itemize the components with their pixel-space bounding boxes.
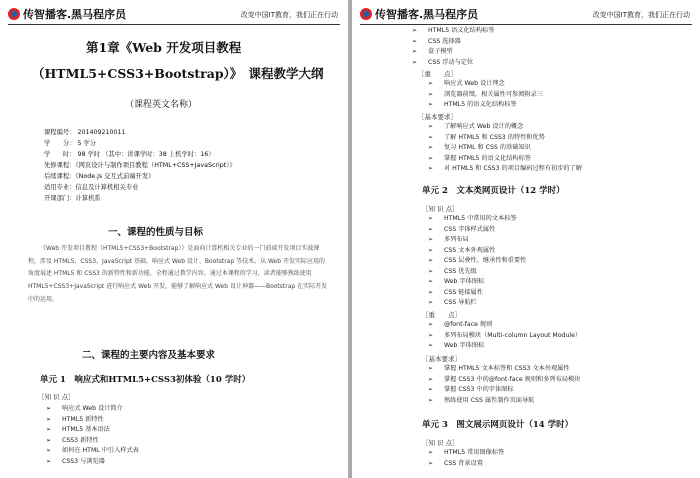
document-title-line2: （HTML5+CSS3+Bootstrap）》 课程教学大纲 — [32, 66, 324, 81]
list-item: ➢ CSS 文本外观属性 — [428, 246, 526, 257]
unit-2-key-list — [428, 320, 581, 352]
unit-3-knowledge-list — [428, 448, 504, 469]
list-item: ➢ HTML5 语义化结构标签 — [412, 26, 494, 37]
list-item: ➢ CSS 字体样式属性 — [428, 225, 526, 236]
list-item: ➢ 如何在 HTML 中引入样式表 — [46, 446, 139, 457]
list-item: ➢ 掌握 CSS3 中的字体图标 — [428, 385, 580, 396]
unit-1-requirements-list — [428, 122, 582, 175]
meta-prerequisite: 先修课程：《网页设计与制作项目教程（HTML+CSS+JavaScript）》 — [44, 162, 236, 169]
header-slogan: 改变中国IT教育，我们正在行动 — [592, 11, 690, 19]
header-slogan: 改变中国IT教育，我们正在行动 — [240, 11, 338, 19]
list-item: ➢ @font-face 规则 — [428, 320, 581, 331]
meta-major: 适用专业：信息及计算机相关专业 — [44, 184, 139, 191]
list-item: ➢ 响应式 Web 设计简介 — [46, 404, 139, 415]
list-item: ➢ CSS 优先级 — [428, 267, 526, 278]
meta-course-id: 课程编号： 201409210011 — [44, 129, 126, 136]
list-item: ➢ HTML5 常用图像标签 — [428, 448, 504, 459]
list-item: ➢ 掌握 HTML5 的语义化结构标签 — [428, 154, 582, 165]
list-item: ➢ HTML5 中常用的文本标签 — [428, 214, 526, 225]
page-header — [360, 4, 692, 25]
brand-logo — [360, 6, 478, 22]
list-item: ➢ 熟练使用 CSS 属性制作页面导航 — [428, 396, 580, 407]
requirements-label: ［基本要求］ — [422, 355, 461, 363]
document-title-line1: 第1章《Web 开发项目教程 — [86, 40, 242, 55]
unit-3-heading: 单元 3 图文展示网页设计（14 学时） — [422, 420, 574, 430]
list-item: ➢ CSS 选择器 — [412, 37, 494, 48]
brand-logo — [8, 6, 126, 22]
list-item: ➢ HTML5 的语义化结构标签 — [428, 100, 543, 111]
course-meta — [44, 127, 236, 204]
list-item: ➢ HTML5 新特性 — [46, 415, 139, 426]
list-item: ➢ 了解 HTML5 和 CSS3 的特性和优势 — [428, 133, 582, 144]
brand-name: 传智播客.黑马程序员 — [23, 8, 127, 21]
unit-1-knowledge-list — [46, 404, 139, 467]
meta-hours: 学 时： 98 学时 （其中：讲课学时：38 上机学时：16） — [44, 151, 215, 158]
list-item: ➢ CSS3 与浏览器 — [46, 457, 139, 468]
requirements-label: ［基本要求］ — [418, 113, 457, 121]
list-item: ➢ 浏览器前缀，相关属性可参阅附录三 — [428, 90, 543, 101]
list-item: ➢ 盒子模型 — [412, 47, 494, 58]
list-item: ➢ CSS 背景设置 — [428, 459, 504, 470]
section-heading-content: 二、课程的主要内容及基本要求 — [82, 350, 216, 361]
unit-2-heading: 单元 2 文本类网页设计（12 学时） — [422, 186, 565, 196]
key-points-label: ［重 点］ — [422, 311, 461, 319]
knowledge-points-label: ［知 识 点］ — [422, 205, 459, 213]
page-header — [8, 4, 340, 25]
list-item: ➢ 响应式 Web 设计理念 — [428, 79, 543, 90]
list-item: ➢ CSS 层叠性、继承性和重要性 — [428, 256, 526, 267]
list-item: ➢ CSS 链接属性 — [428, 288, 526, 299]
list-item: ➢ 多列布局 — [428, 235, 526, 246]
unit-1-key-list — [428, 79, 543, 111]
logo-icon — [360, 8, 372, 20]
list-item: ➢ CSS 浮动与定位 — [412, 58, 494, 69]
unit-1-knowledge-list-cont — [412, 26, 494, 68]
meta-credits: 学 分： 5 学分 — [44, 140, 97, 147]
unit-2-knowledge-list — [428, 214, 526, 309]
list-item: ➢ 复习 HTML 和 CSS 的基础知识 — [428, 143, 582, 154]
meta-follow-up: 后续课程：《Node.js 交互式前端开发》 — [44, 173, 155, 180]
list-item: ➢ CSS 导航栏 — [428, 298, 526, 309]
logo-icon — [8, 8, 20, 20]
brand-name: 传智播客.黑马程序员 — [375, 8, 479, 21]
list-item: ➢ Web 字体图标 — [428, 341, 581, 352]
list-item: ➢ 了解响应式 Web 设计的概念 — [428, 122, 582, 133]
list-item: ➢ 掌握 CSS3 中的@font-face 规则和多列布局模块 — [428, 375, 580, 386]
section-heading-nature: 一、课程的性质与目标 — [108, 227, 204, 238]
meta-department: 开课部门：计算机系 — [44, 195, 101, 202]
key-points-label: ［重 点］ — [418, 70, 457, 78]
list-item: ➢ HTML5 基本语法 — [46, 425, 139, 436]
knowledge-points-label: ［知 识 点］ — [422, 439, 459, 447]
knowledge-points-label: ［知 识 点］ — [38, 393, 75, 401]
course-english-name: （课程英文名称） — [125, 100, 198, 110]
list-item: ➢ 对 HTML5 和 CSS3 的项目编码过程有初步的了解 — [428, 164, 582, 175]
list-item: ➢ 掌握 HTML5 文本标签和 CSS3 文本外观属性 — [428, 364, 580, 375]
list-item: ➢ 多列布局模块（Multi-column Layout Module） — [428, 331, 581, 342]
list-item: ➢ CSS3 新特性 — [46, 436, 139, 447]
course-description: 《Web 开发项目教程（HTML5+CSS3+Bootstrap）》是面向计算机相关专业的一门前端开发项目实战课程，涉及 HTML5、CSS3、JavaScript 基础、响应式 Web 设计、Bootstrap 等技术。从 Web 开发实际应用的角度展述 HTML5 和 CSS3 的新特性和新功能，全程通过教学内容。通过本课程的学习，读者能够熟练使用 HTML5+CSS3+JavaScript 进行响应式 Web 开发，能够了解响应式 Web 设计神器——Bootstrap 在实际开发中的运用。 — [28, 245, 328, 303]
document-page-right — [352, 0, 700, 478]
unit-2-requirements-list — [428, 364, 580, 406]
unit-1-heading: 单元 1 响应式和HTML5+CSS3初体验（10 学时） — [40, 375, 251, 385]
list-item: ➢ Web 字体图标 — [428, 277, 526, 288]
document-page-left — [0, 0, 348, 478]
